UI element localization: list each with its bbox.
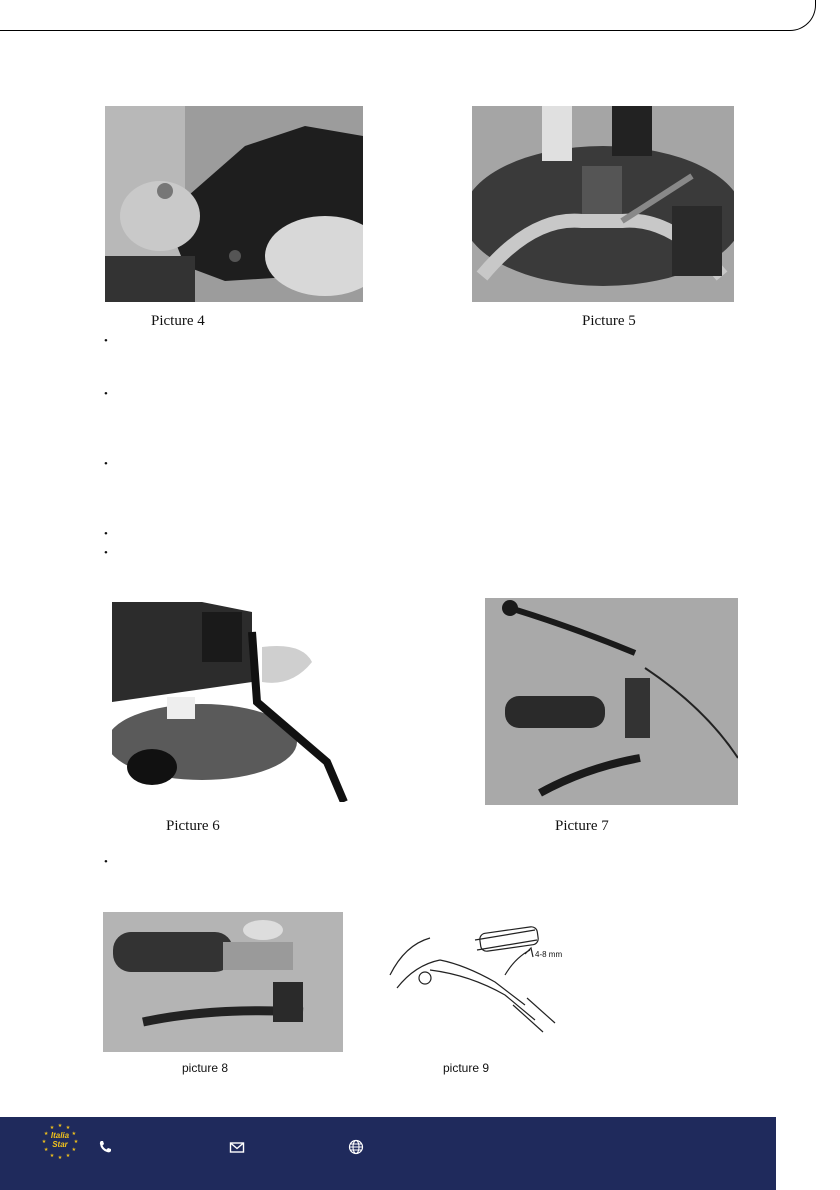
logo-text-italia: Italia bbox=[50, 1131, 70, 1140]
logo-star: ★ bbox=[49, 1153, 55, 1159]
picture-4-photo bbox=[105, 106, 363, 302]
logo-star: ★ bbox=[49, 1126, 55, 1132]
list-bullet: • bbox=[104, 547, 108, 559]
logo-star: ★ bbox=[57, 1124, 63, 1129]
logo-star: ★ bbox=[41, 1140, 47, 1145]
footer-bar bbox=[0, 1117, 776, 1190]
logo-star: ★ bbox=[65, 1153, 71, 1159]
picture-9-drawing bbox=[385, 920, 575, 1045]
picture-8-caption: picture 8 bbox=[182, 1061, 229, 1075]
logo-star: ★ bbox=[43, 1132, 49, 1137]
picture-6-photo bbox=[112, 602, 360, 802]
phone-icon[interactable] bbox=[97, 1139, 113, 1155]
logo-star: ★ bbox=[65, 1126, 71, 1132]
logo-text-star: Star bbox=[52, 1140, 68, 1149]
picture-5-photo bbox=[472, 106, 734, 302]
list-bullet: • bbox=[104, 388, 108, 400]
page-corner-border bbox=[0, 0, 816, 31]
list-bullet: • bbox=[104, 528, 108, 540]
picture-7-caption: Picture 7 bbox=[555, 818, 609, 834]
picture-4-caption: Picture 4 bbox=[151, 313, 205, 329]
logo-star: ★ bbox=[71, 1148, 77, 1153]
picture-6-caption: Picture 6 bbox=[166, 818, 220, 834]
picture-8-photo bbox=[103, 912, 343, 1052]
italia-star-logo bbox=[40, 1121, 80, 1161]
logo-star: ★ bbox=[71, 1132, 77, 1137]
logo-star: ★ bbox=[57, 1156, 63, 1161]
picture-5-caption: Picture 5 bbox=[582, 313, 636, 329]
list-bullet: • bbox=[104, 458, 108, 470]
globe-icon[interactable] bbox=[348, 1139, 364, 1155]
picture-9-caption: picture 9 bbox=[443, 1061, 490, 1075]
logo-star: ★ bbox=[73, 1140, 79, 1145]
picture-7-photo bbox=[485, 598, 738, 805]
logo-star: ★ bbox=[43, 1148, 49, 1153]
mail-icon[interactable] bbox=[229, 1139, 245, 1155]
list-bullet: • bbox=[104, 335, 108, 347]
dimension-label: 4-8 mm bbox=[535, 950, 563, 959]
list-bullet: • bbox=[104, 856, 108, 868]
